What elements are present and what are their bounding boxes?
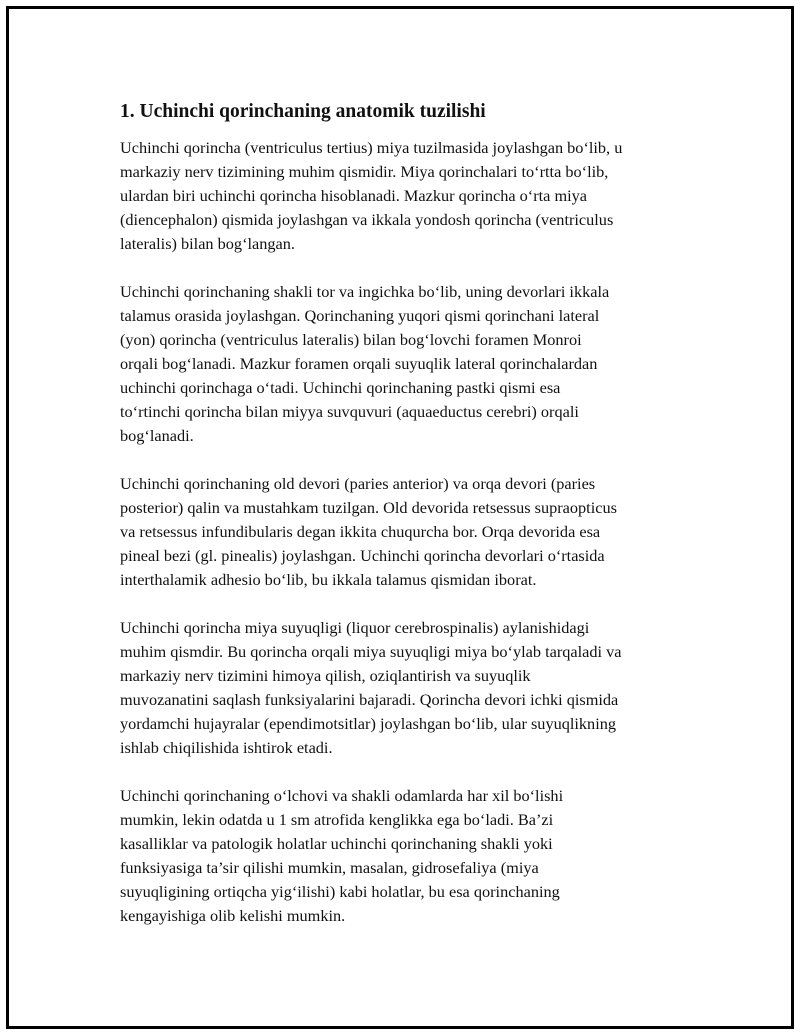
paragraph-4	[120, 616, 700, 760]
text-line: va retsessus infundibularis degan ikkita chuqurcha bor. Orqa devorida esa	[120, 522, 601, 541]
text-line: muvozanatini saqlash funksiyalarini bajaradi. Qorincha devori ichki qismida	[120, 690, 619, 709]
text-line: kengayishiga olib kelishi mumkin.	[120, 906, 346, 925]
text-line: mumkin, lekin odatda u 1 sm atrofida kenglikka ega bo‘ladi. Ba’zi	[120, 810, 554, 829]
text-line: muhim qismdir. Bu qorincha orqali miya suyuqligi miya bo‘ylab tarqaladi va	[120, 642, 622, 661]
text-line: posterior) qalin va mustahkam tuzilgan. Old devorida retsessus supraopticus	[120, 498, 617, 517]
text-line: to‘rtinchi qorincha bilan miyya suvquvuri (aquaeductus cerebri) orqali	[120, 402, 579, 421]
paragraph-1	[120, 136, 700, 256]
text-line: uchinchi qorinchaga o‘tadi. Uchinchi qorinchaning pastki qismi esa	[120, 378, 561, 397]
text-line: lateralis) bilan bog‘langan.	[120, 234, 295, 253]
text-line: interthalamik adhesio bo‘lib, bu ikkala talamus qismidan iborat.	[120, 570, 537, 589]
text-line: markaziy nerv tizimini himoya qilish, oziqlantirish va suyuqlik	[120, 666, 531, 685]
text-line: suyuqligining ortiqcha yig‘ilishi) kabi holatlar, bu esa qorinchaning	[120, 882, 560, 901]
text-line: bog‘lanadi.	[120, 426, 194, 445]
paragraph-5	[120, 784, 700, 928]
text-line: funksiyasiga ta’sir qilishi mumkin, masalan, gidrosefaliya (miya	[120, 858, 539, 877]
text-line: orqali bog‘lanadi. Mazkur foramen orqali suyuqlik lateral qorinchalardan	[120, 354, 598, 373]
text-line: Uchinchi qorinchaning o‘lchovi va shakli odamlarda har xil bo‘lishi	[120, 786, 564, 805]
paragraph-2	[120, 280, 700, 448]
text-line: (diencephalon) qismida joylashgan va ikkala yondosh qorincha (ventriculus	[120, 210, 614, 229]
text-line: Uchinchi qorinchaning shakli tor va ingichka bo‘lib, uning devorlari ikkala	[120, 282, 610, 301]
text-line: Uchinchi qorincha (ventriculus tertius) miya tuzilmasida joylashgan bo‘lib, u	[120, 138, 623, 157]
text-line: (yon) qorincha (ventriculus lateralis) bilan bog‘lovchi foramen Monroi	[120, 330, 582, 349]
text-line: ishlab chiqilishida ishtirok etadi.	[120, 738, 333, 757]
document-body	[120, 99, 700, 952]
paragraph-3	[120, 472, 700, 592]
text-line: ulardan biri uchinchi qorincha hisoblanadi. Mazkur qorincha o‘rta miya	[120, 186, 588, 205]
text-line: yordamchi hujayralar (ependimotsitlar) joylashgan bo‘lib, ular suyuqlikning	[120, 714, 617, 733]
text-line: Uchinchi qorinchaning old devori (paries anterior) va orqa devori (paries	[120, 474, 596, 493]
section-heading: 1. Uchinchi qorinchaning anatomik tuzilishi	[120, 101, 486, 122]
text-line: Uchinchi qorincha miya suyuqligi (liquor cerebrospinalis) aylanishidagi	[120, 618, 590, 637]
text-line: pineal bezi (gl. pinealis) joylashgan. Uchinchi qorincha devorlari o‘rtasida	[120, 546, 605, 565]
text-line: talamus orasida joylashgan. Qorinchaning yuqori qismi qorinchani lateral	[120, 306, 600, 325]
text-line: markaziy nerv tizimining muhim qismidir. Miya qorinchalari to‘rtta bo‘lib,	[120, 162, 609, 181]
page-frame	[6, 6, 794, 1029]
text-line: kasalliklar va patologik holatlar uchinchi qorinchaning shakli yoki	[120, 834, 553, 853]
